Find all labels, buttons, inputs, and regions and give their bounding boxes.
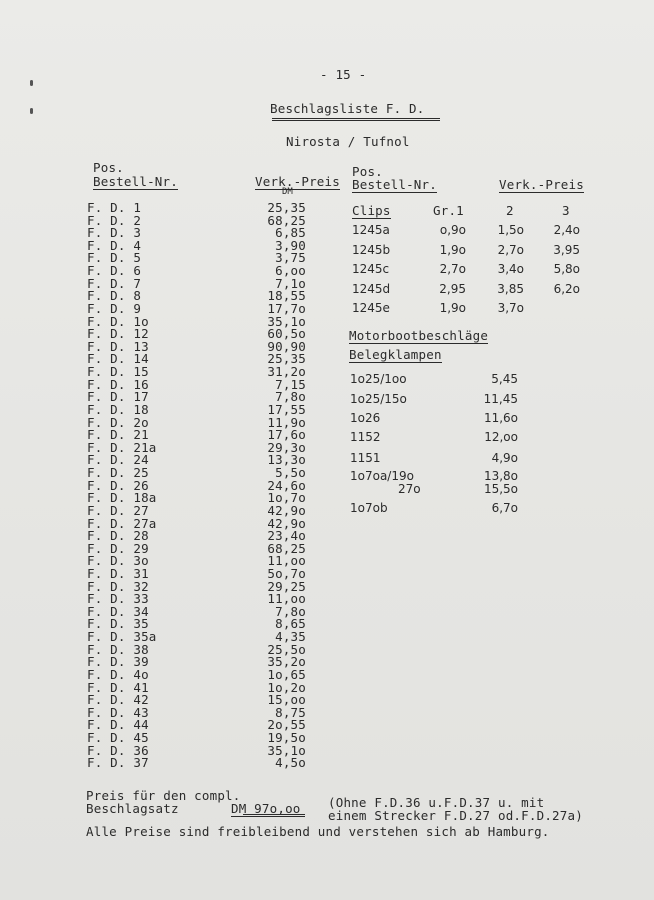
left-row-nr: F. D. 5 <box>87 250 142 266</box>
left-row-nr: F. D. 42 <box>87 692 149 708</box>
left-row-price: 11,oo <box>267 591 306 607</box>
left-row-nr: F. D. 45 <box>87 730 149 746</box>
left-row-price: 2o,55 <box>267 717 306 733</box>
clips-row-price: 3,4o <box>497 262 524 276</box>
left-row-nr: F. D. 27 <box>87 502 149 518</box>
motor-row-price: 4,9o <box>491 451 518 465</box>
left-row-price: 29,25 <box>267 578 306 594</box>
left-row-price: 42,9o <box>267 502 306 518</box>
left-row-nr: F. D. 25 <box>87 465 149 481</box>
left-row-price: 7,8o <box>275 389 306 405</box>
left-row-nr: F. D. 24 <box>87 452 149 468</box>
clips-row-price: 3,7o <box>497 301 524 315</box>
left-row-price: 19,5o <box>267 730 306 746</box>
left-row-price: 25,35 <box>267 200 306 215</box>
left-row-price: 60,5o <box>267 326 306 342</box>
left-row-price: 13,3o <box>267 452 306 468</box>
left-row-nr: F. D. 15 <box>87 364 149 380</box>
left-row-nr: F. D. 39 <box>87 654 149 670</box>
clips-row-price: 1,9o <box>439 242 466 257</box>
clips-row-price: 2,7o <box>497 242 524 257</box>
left-row-price: 11,9o <box>267 414 306 430</box>
clips-col-3: 3 <box>562 203 570 218</box>
motor-row-nr: 1o25/1oo <box>350 372 407 386</box>
left-row-price: 23,4o <box>267 528 306 544</box>
right-header-nr: Bestell-Nr. <box>352 177 437 192</box>
motor-row-nr: 1o25/15o <box>350 392 407 406</box>
left-row-price: 7,8o <box>275 603 306 619</box>
clips-row-nr: 1245d <box>352 281 391 296</box>
left-row-price: 17,55 <box>267 401 306 417</box>
left-row-price: 42,9o <box>267 515 306 531</box>
right-header-price: Verk.-Preis <box>499 177 584 192</box>
left-row-price: 8,75 <box>275 704 306 720</box>
left-row-price: 3,75 <box>275 250 306 266</box>
left-row-nr: F. D. 16 <box>87 376 149 392</box>
left-row-nr: F. D. 26 <box>87 477 149 493</box>
left-row-price: 68,25 <box>267 540 306 556</box>
page-number: - 15 - <box>320 67 367 82</box>
left-row-nr: F. D. 2o <box>87 414 149 430</box>
left-row-price: 35,1o <box>267 313 306 329</box>
left-row-nr: F. D. 34 <box>87 603 149 619</box>
left-header-price: Verk.-Preis <box>255 174 340 189</box>
left-row-nr: F. D. 21a <box>87 439 157 455</box>
clips-row-nr: 1245c <box>352 262 390 276</box>
clips-row-price: 5,8o <box>553 262 580 276</box>
clips-row-price: 1,9o <box>439 301 466 315</box>
left-row-nr: F. D. 35a <box>87 629 157 645</box>
left-header-nr: Bestell-Nr. <box>93 174 178 189</box>
motor-row-price: 5,45 <box>491 372 518 386</box>
footer-line1: Preis für den compl. <box>86 788 241 803</box>
left-row-nr: F. D. 43 <box>87 704 149 720</box>
left-header-pos: Pos. <box>93 160 124 175</box>
left-row-price: 11,oo <box>267 553 306 569</box>
left-row-nr: F. D. 17 <box>87 389 149 405</box>
left-row-price: 25,5o <box>267 641 306 657</box>
left-row-nr: F. D. 44 <box>87 717 149 733</box>
clips-row-price: 3,85 <box>497 281 524 296</box>
clips-row-price: 2,95 <box>439 281 466 296</box>
motor-row-nr: 27o <box>398 482 421 496</box>
left-row-nr: F. D. 7 <box>87 275 142 291</box>
footer-line2: Beschlagsatz <box>86 801 179 816</box>
left-row-price: 18,55 <box>267 288 306 304</box>
left-row-nr: F. D. 21 <box>87 427 149 443</box>
motor-row-price: 12,oo <box>484 430 518 444</box>
left-row-price: 90,90 <box>267 338 306 354</box>
left-row-nr: F. D. 8 <box>87 288 142 304</box>
motor-row-nr: 1152 <box>350 430 381 444</box>
left-row-nr: F. D. 12 <box>87 326 149 342</box>
left-row-price: 15,oo <box>267 692 306 708</box>
left-row-nr: F. D. 33 <box>87 591 149 607</box>
left-row-nr: F. D. 28 <box>87 528 149 544</box>
motor-row-price: 15,5o <box>483 482 518 496</box>
left-row-nr: F. D. 1o <box>87 313 149 329</box>
left-row-nr: F. D. 6 <box>87 263 142 279</box>
left-row-nr: F. D. 18a <box>87 490 157 506</box>
motor-row-nr: 1o26 <box>350 411 381 425</box>
left-row-price: 25,35 <box>267 351 306 367</box>
left-row-nr: F. D. 4o <box>87 666 149 682</box>
belegklampen-label: Belegklampen <box>349 347 442 362</box>
right-header-pos: Pos. <box>352 164 383 179</box>
motor-row-price: 13,8o <box>483 469 518 483</box>
left-row-nr: F. D. 29 <box>87 540 149 556</box>
clips-row-nr: 1245e <box>352 301 390 315</box>
left-header-currency: DM <box>282 187 293 197</box>
punch-mark <box>30 108 33 114</box>
motorboot-label: Motorbootbeschläge <box>349 328 489 343</box>
left-row-nr: F. D. 27a <box>87 515 157 531</box>
left-row-price: 1o,2o <box>267 679 306 695</box>
left-row-price: 5o,7o <box>267 565 306 581</box>
motor-row-price: 11,6o <box>483 411 518 425</box>
left-row-price: 7,15 <box>275 376 306 392</box>
left-row-nr: F. D. 36 <box>87 742 149 758</box>
footer-note2: einem Strecker F.D.27 od.F.D.27a) <box>328 808 583 823</box>
left-row-nr: F. D. 32 <box>87 578 149 594</box>
left-row-nr: F. D. 18 <box>87 401 149 417</box>
left-row-nr: F. D. 4 <box>87 237 142 253</box>
left-row-nr: F. D. 3 <box>87 225 142 241</box>
left-row-price: 4,5o <box>275 755 306 771</box>
motor-row-nr: 1o7ob <box>350 501 388 515</box>
clips-row-price: 1,5o <box>497 223 524 237</box>
left-row-nr: F. D. 31 <box>87 565 149 581</box>
left-row-nr: F. D. 13 <box>87 338 149 354</box>
left-row-nr: F. D. 1 <box>87 200 142 215</box>
left-row-price: 17,6o <box>267 427 306 443</box>
left-row-price: 8,65 <box>275 616 306 632</box>
left-row-price: 35,1o <box>267 742 306 758</box>
left-row-nr: F. D. 37 <box>87 755 149 771</box>
footer-closing: Alle Preise sind freibleibend und verstehen sich ab Hamburg. <box>86 824 550 839</box>
left-row-price: 6,oo <box>275 263 306 279</box>
left-row-nr: F. D. 41 <box>87 679 149 695</box>
title-underline <box>272 118 440 121</box>
footer-note1: (Ohne F.D.36 u.F.D.37 u. mit <box>328 795 545 810</box>
left-row-price: 17,7o <box>267 300 306 316</box>
left-row-price: 1o,7o <box>267 490 306 506</box>
left-row-price: 3,90 <box>275 237 306 253</box>
left-row-price: 6,85 <box>275 225 306 241</box>
clips-col-gr1: Gr.1 <box>433 203 464 218</box>
document-title: Beschlagsliste F. D. <box>270 101 425 116</box>
motor-row-price: 11,45 <box>483 392 518 406</box>
left-row-price: 31,2o <box>267 364 306 380</box>
left-row-nr: F. D. 14 <box>87 351 149 367</box>
document-subtitle: Nirosta / Tufnol <box>286 134 410 149</box>
left-row-price: 29,3o <box>267 439 306 455</box>
clips-col-2: 2 <box>506 203 514 218</box>
clips-row-nr: 1245a <box>352 223 390 237</box>
punch-mark <box>30 80 33 86</box>
motor-row-nr: 1151 <box>350 451 381 465</box>
left-row-nr: F. D. 9 <box>87 300 142 316</box>
left-row-nr: F. D. 38 <box>87 641 149 657</box>
clips-row-price: 6,2o <box>553 281 580 296</box>
clips-row-nr: 1245b <box>352 242 391 257</box>
left-row-nr: F. D. 35 <box>87 616 149 632</box>
left-row-nr: F. D. 2 <box>87 212 142 228</box>
left-row-price: 35,2o <box>267 654 306 670</box>
clips-row-price: 2,4o <box>553 223 580 237</box>
total-double-underline <box>243 814 305 817</box>
left-row-price: 24,6o <box>267 477 306 493</box>
left-row-price: 5,5o <box>275 465 306 481</box>
motor-row-nr: 1o7oa/19o <box>350 469 414 483</box>
left-row-price: 4,35 <box>275 629 306 645</box>
motor-row-price: 6,7o <box>491 501 518 515</box>
clips-row-price: 2,7o <box>439 262 466 276</box>
footer-total: DM 97o,oo <box>231 801 301 816</box>
left-row-price: 1o,65 <box>267 666 306 682</box>
clips-row-price: 3,95 <box>553 242 580 257</box>
clips-label: Clips <box>352 203 391 218</box>
clips-row-price: o,9o <box>439 223 466 237</box>
left-row-price: 7,1o <box>275 275 306 291</box>
left-row-price: 68,25 <box>267 212 306 228</box>
left-row-nr: F. D. 3o <box>87 553 149 569</box>
